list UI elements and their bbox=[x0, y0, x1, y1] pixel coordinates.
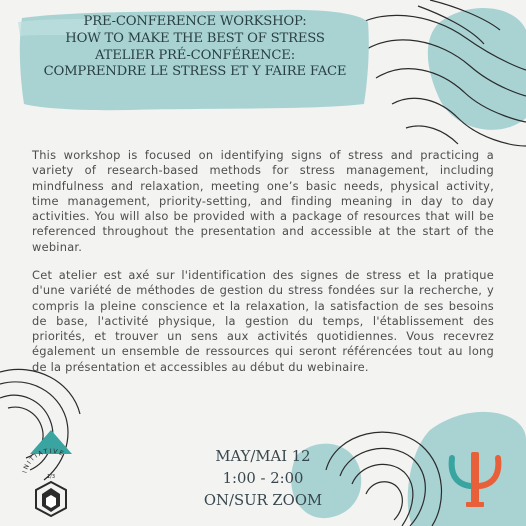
teal-blob-top-right bbox=[428, 8, 526, 130]
psychology-psi-logo bbox=[444, 448, 506, 510]
psi-right-arm-icon bbox=[480, 458, 498, 486]
banner-line-2: HOW TO MAKE THE BEST OF STRESS bbox=[65, 30, 325, 46]
event-details bbox=[196, 446, 330, 512]
description-english: This workshop is focused on identifying signs of stress and practicing a variety of research-based methods for stress management, including mindfulness and relaxation, meeting one’s basic needs, physical activity, time management, priority-setting, and finding meaning in day to day activities. You will also be provided with a package of resources that will be referenced throughout the presentation and accessible at the start of the webinar. bbox=[32, 148, 494, 254]
psi-stem-icon bbox=[471, 452, 479, 504]
initiative-sub: 1/3 bbox=[46, 474, 56, 480]
event-location: ON/SUR ZOOM bbox=[203, 492, 323, 509]
description-french: Cet atelier est axé sur l'identification des signes de stress et la pratique d'une variété de méthodes de gestion du stress fondées sur la recherche, y compris la pleine conscience et la relaxation, la satisfaction de ses besoins de base, l'activité physique, la gestion du temps, l'établissement des priorités, et trouver un sens aux activités quotidiennes. Vous recevrez également un ensemble de ressources qui seront référencées tout au long de la présentation et accessibles au début du webinaire. bbox=[32, 268, 494, 374]
initiative-label: INITIATIVE bbox=[21, 447, 66, 474]
banner-title bbox=[42, 14, 348, 81]
initiative-logo bbox=[20, 428, 82, 520]
event-date: MAY/MAI 12 bbox=[215, 448, 311, 465]
banner-line-4: COMPRENDRE LE STRESS ET Y FAIRE FACE bbox=[43, 64, 347, 80]
banner-line-3: ATELIER PRÉ-CONFÉRENCE: bbox=[95, 47, 295, 63]
banner-line-1: PRE-CONFERENCE WORKSHOP: bbox=[83, 14, 307, 29]
psi-left-arm-icon bbox=[452, 458, 470, 486]
event-time: 1:00 - 2:00 bbox=[222, 470, 304, 487]
